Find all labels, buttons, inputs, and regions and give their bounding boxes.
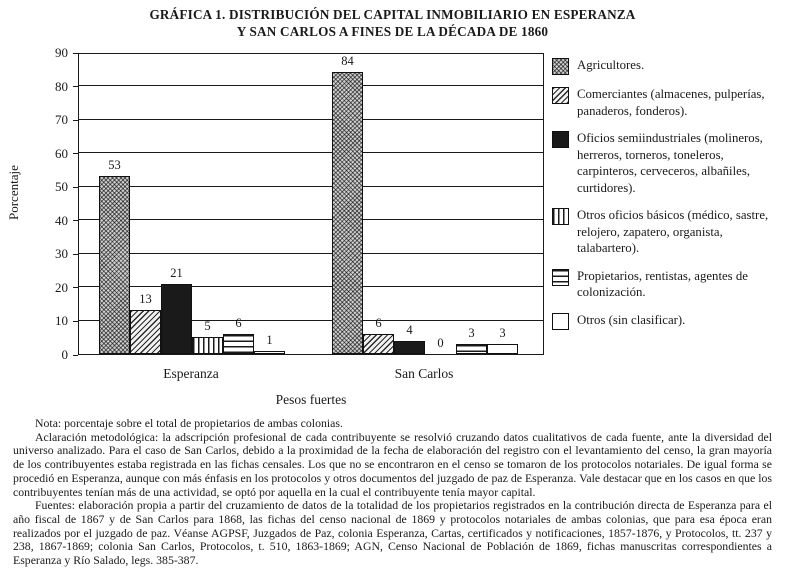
notes [13, 417, 772, 568]
x-axis-label: Pesos fuertes [275, 392, 347, 407]
bar-san-carlos-solid [394, 341, 425, 354]
y-tick-mark [73, 53, 78, 54]
legend-swatch-horizontal-lines [552, 269, 569, 286]
chart-title-line2: Y SAN CARLOS A FINES DE LA DÉCADA DE 1860 [236, 24, 549, 39]
y-tick-label: 80 [55, 78, 68, 94]
y-tick-mark [73, 220, 78, 221]
bar-value-label: 0 [437, 336, 444, 350]
y-tick-mark [73, 86, 78, 87]
legend-label: Otros (sin clasificar). [577, 312, 686, 327]
legend-label: Comerciantes (almacenes, pulperías, panaderos, fonderos). [577, 87, 765, 118]
y-tick-mark [73, 355, 78, 356]
bar-value-label: 3 [468, 326, 475, 340]
bar-esperanza-vertical-lines [192, 337, 223, 354]
legend-label: Otros oficios básicos (médico, sastre, relojero, zapatero, organista, talabartero). [577, 208, 769, 255]
legend-item [552, 130, 784, 196]
gridline [79, 119, 543, 120]
bar-value-label: 13 [139, 292, 152, 306]
y-tick-label: 50 [55, 179, 68, 195]
bar-esperanza-solid [161, 284, 192, 354]
bar-value-label: 21 [170, 266, 183, 280]
y-tick-label: 0 [61, 347, 68, 362]
y-tick-label: 10 [55, 313, 68, 329]
gridline [79, 85, 543, 86]
bar-san-carlos-horizontal-lines [456, 344, 487, 354]
bar-value-label: 1 [266, 333, 273, 347]
bar-value-label: 6 [375, 316, 382, 330]
bar-value-label: 3 [499, 326, 506, 340]
legend-swatch-solid [552, 131, 569, 148]
y-tick-mark [73, 120, 78, 121]
bar-san-carlos-diagonal [363, 334, 394, 354]
bar-value-label: 6 [235, 316, 242, 330]
y-tick-mark [73, 287, 78, 288]
bar-value-label: 4 [406, 323, 413, 337]
gridline [79, 286, 543, 287]
y-tick-label: 40 [55, 212, 68, 228]
legend-item [552, 312, 784, 330]
chart-title-line1: GRÁFICA 1. DISTRIBUCIÓN DEL CAPITAL INMOBILIARIO EN ESPERANZA [149, 7, 636, 22]
y-tick-label: 20 [55, 279, 68, 295]
gridline [79, 186, 543, 187]
y-tick-mark [73, 187, 78, 188]
legend-swatch-crosshatch [552, 58, 569, 75]
gridline [79, 253, 543, 254]
bar-value-label: 5 [204, 319, 211, 333]
legend [552, 57, 784, 330]
y-tick-label: 70 [55, 112, 68, 128]
bar-esperanza-plain [254, 351, 285, 354]
legend-item [552, 57, 784, 75]
legend-item [552, 268, 784, 301]
legend-item [552, 86, 784, 119]
x-category-label: Esperanza [163, 366, 219, 381]
chart-title [0, 6, 785, 40]
legend-item [552, 207, 784, 257]
legend-label: Oficios semiindustriales (molineros, herreros, torneros, toneleros, carpinteros, cerveceros, albañiles, curtidores). [577, 131, 763, 195]
legend-label: Propietarios, rentistas, agentes de colonización. [577, 268, 748, 299]
y-tick-label: 60 [55, 145, 68, 161]
bar-value-label: 53 [108, 158, 121, 172]
y-axis-label: Porcentaje [6, 165, 21, 220]
x-category-label: San Carlos [394, 366, 454, 381]
bar-san-carlos-plain [487, 344, 518, 354]
legend-swatch-plain [552, 313, 569, 330]
bar-san-carlos-crosshatch [332, 72, 363, 354]
sources-note: Fuentes: elaboración propia a partir del cruzamiento de datos de la totalidad de los propietarios registrados en la contribución directa de Esperanza para el año fiscal de 1867 y de San Carlos para 1868, las fichas del censo nacional de 1869 y protocolos notariales de ambas colonias, que para esa época eran realizados por el juzgado de paz. Véanse AGPSF, Juzgados de Paz, colonia Esperanza, Cartas, certificados y notificaciones, 1857-1876, y Protocolos, tt. 237 y 238, 1867-1869; colonia San Carlos, Protocolos, t. 510, 1863-1869; AGN, Censo Nacional de Población de 1869, fichas manuscritas correspondientes a Esperanza y Río Salado, legs. 385-387. [13, 498, 772, 568]
legend-swatch-vertical-lines [552, 208, 569, 225]
y-tick-mark [73, 321, 78, 322]
methodology-note: Aclaración metodológica: la adscripción profesional de cada contribuyente se resolvió cruzando datos cualitativos de cada fuente, ante la diversidad del universo analizado. Para el caso de San Carlos, debido a la proximidad de la fecha de elaboración del registro con el levantamiento del censo, la gran mayoría de los contribuyentes estaba registrada en las fichas censales. Los que no se encontraron en el censo se tomaron de los protocolos notariales. De igual forma se procedió en Esperanza, aunque con más énfasis en los protocolos y otros documentos del juzgado de paz de Esperanza. Vale destacar que en los casos en que los contribuyentes tenían más de una actividad, se optó por aquella en la cual el contribuyente tenía mayor capital. [13, 429, 772, 499]
legend-swatch-diagonal [552, 87, 569, 104]
bar-esperanza-crosshatch [99, 176, 130, 354]
note-line: Nota: porcentaje sobre el total de propietarios de ambas colonias. [35, 416, 343, 430]
bar-esperanza-horizontal-lines [223, 334, 254, 354]
bar-esperanza-diagonal [130, 310, 161, 354]
gridline [79, 152, 543, 153]
y-tick-label: 30 [55, 246, 68, 262]
y-tick-mark [73, 153, 78, 154]
plot-area [78, 53, 544, 355]
legend-label: Agricultores. [577, 58, 645, 72]
bar-value-label: 84 [341, 54, 354, 68]
gridline [79, 219, 543, 220]
y-tick-label: 90 [55, 45, 68, 60]
y-tick-mark [73, 254, 78, 255]
